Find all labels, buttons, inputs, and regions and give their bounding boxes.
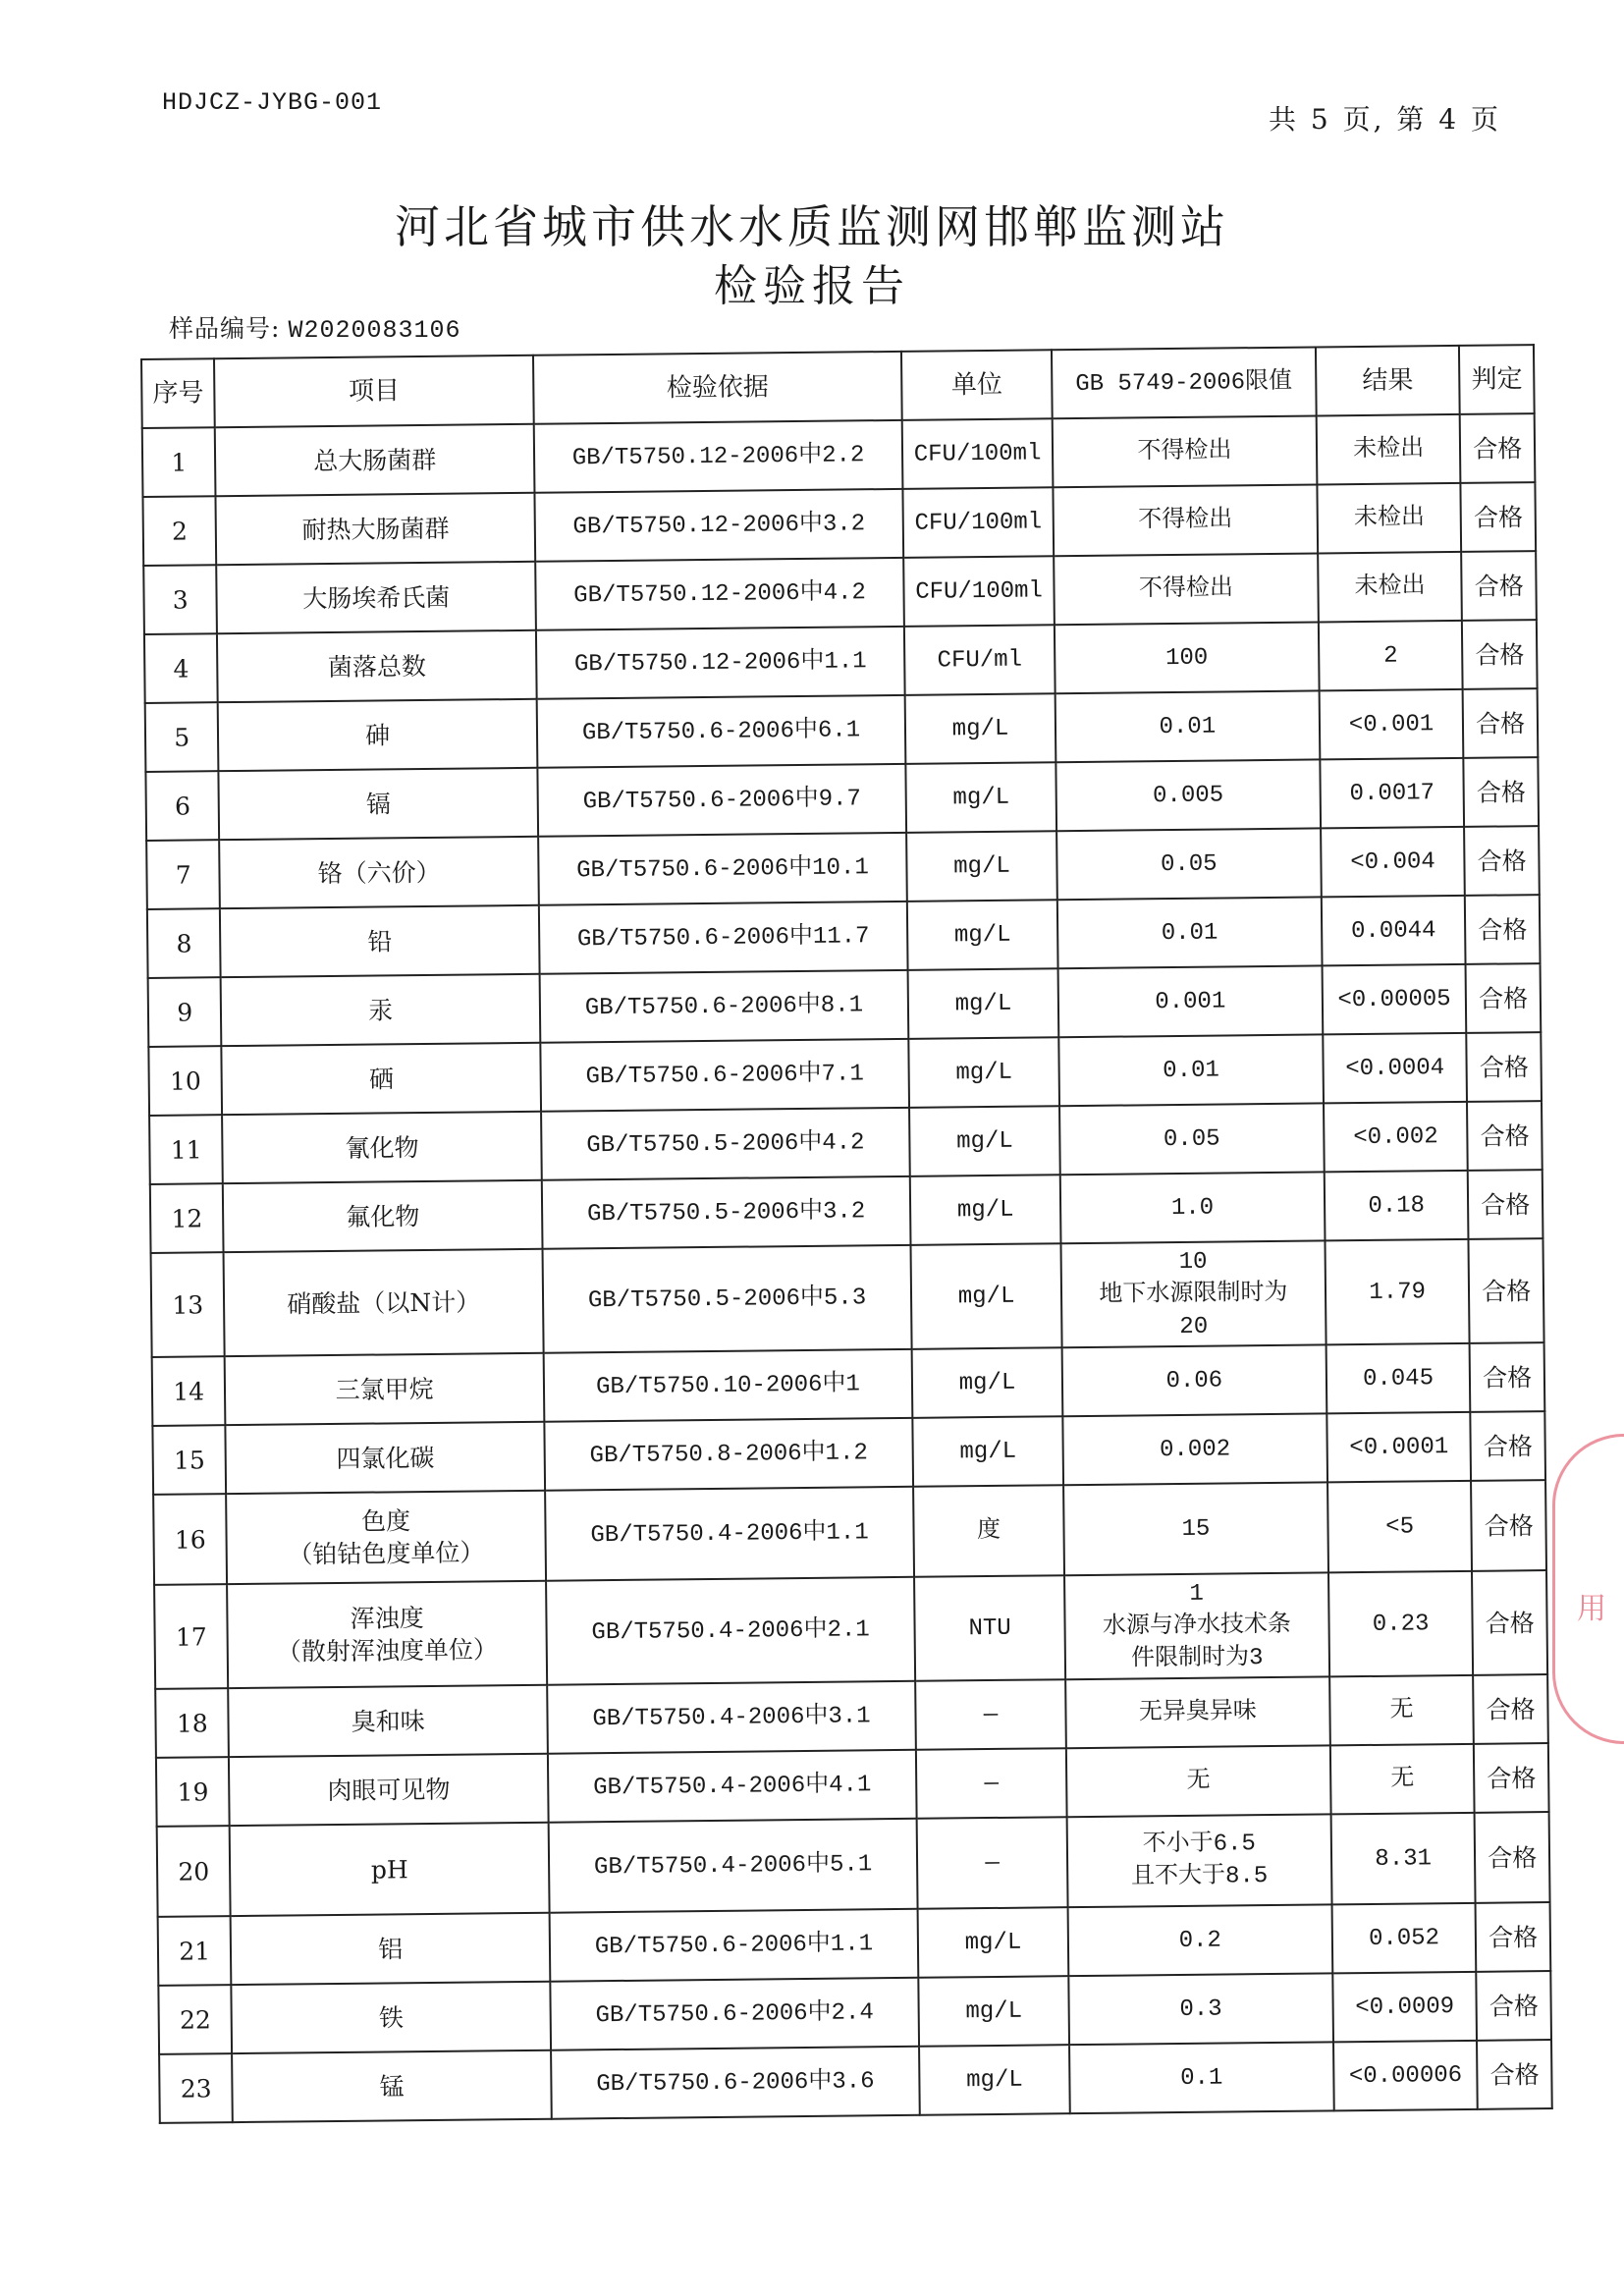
cell-method: GB/T5750.6-2006中8.1 [540,970,909,1043]
cell-unit: CFU/100ml [903,556,1055,627]
cell-unit: mg/L [918,1907,1069,1978]
cell-unit: mg/L [912,1416,1063,1487]
cell-no: 14 [152,1356,226,1426]
cell-verdict: 合格 [1470,1342,1544,1412]
cell-result: <0.0001 [1326,1412,1471,1483]
cell-limit: 0.3 [1068,1973,1332,2045]
cell-verdict: 合格 [1465,895,1540,964]
cell-method: GB/T5750.6-2006中7.1 [540,1039,909,1112]
cell-result: <5 [1327,1481,1473,1573]
cell-result: 0.0044 [1322,896,1466,966]
cell-verdict: 合格 [1472,1570,1547,1675]
cell-unit: mg/L [907,900,1058,970]
cell-limit: 0.01 [1056,690,1320,762]
header-item: 项目 [214,355,533,427]
cell-verdict: 合格 [1465,826,1540,896]
table-row [157,1812,1550,1917]
cell-method: GB/T5750.4-2006中5.1 [549,1819,918,1913]
cell-limit: 不得检出 [1053,415,1317,487]
cell-verdict: 合格 [1461,482,1536,552]
cell-method: GB/T5750.6-2006中3.6 [551,2047,920,2119]
page-indicator: 共 5 页, 第 4 页 [1268,103,1501,136]
cell-result: <0.001 [1319,689,1463,760]
cell-verdict: 合格 [1477,1971,1551,2041]
cell-unit: — [917,1817,1068,1909]
cell-verdict: 合格 [1464,757,1539,827]
cell-item: 菌落总数 [217,630,536,702]
cell-item: pH [230,1823,549,1916]
cell-result: 0.045 [1326,1343,1470,1414]
cell-limit: 0.002 [1062,1413,1326,1485]
cell-limit: 0.01 [1058,1034,1323,1106]
cell-unit: mg/L [908,1037,1059,1108]
cell-no: 22 [158,1985,232,2054]
cell-item: 硝酸盐（以N计） [224,1249,544,1356]
cell-verdict: 合格 [1472,1480,1546,1571]
cell-verdict: 合格 [1463,688,1538,758]
cell-no: 8 [147,908,221,978]
cell-result: 无 [1329,1675,1474,1746]
cell-item: 四氯化碳 [226,1422,545,1494]
cell-result: 未检出 [1317,483,1461,554]
cell-limit: 0.05 [1056,828,1321,900]
cell-no: 20 [157,1826,231,1917]
cell-verdict: 合格 [1460,413,1535,483]
stamp-text: 用 [1577,1592,1606,1626]
cell-item: 臭和味 [229,1685,548,1757]
cell-method: GB/T5750.4-2006中3.1 [547,1681,916,1754]
cell-verdict: 合格 [1467,1032,1542,1102]
cell-method: GB/T5750.6-2006中1.1 [550,1909,919,1982]
cell-no: 11 [149,1115,223,1184]
cell-method: GB/T5750.6-2006中11.7 [539,902,908,974]
cell-no: 2 [142,496,216,566]
cell-no: 7 [146,840,220,909]
cell-method: GB/T5750.4-2006中1.1 [545,1487,914,1581]
cell-verdict: 合格 [1466,963,1541,1033]
cell-result: 0.23 [1328,1571,1474,1677]
sample-number [169,309,460,345]
header-result: 结果 [1316,346,1460,416]
cell-item: 镉 [219,768,538,840]
cell-no: 15 [152,1425,226,1495]
cell-unit: mg/L [912,1347,1063,1418]
cell-result: 未检出 [1318,552,1462,623]
header-no: 序号 [141,358,215,428]
cell-unit: mg/L [918,1976,1069,2047]
cell-method: GB/T5750.12-2006中2.2 [534,420,903,493]
cell-result: 1.79 [1325,1239,1470,1345]
cell-result: <0.0004 [1323,1033,1467,1104]
cell-unit: 度 [913,1485,1064,1577]
table-body [142,413,1552,2123]
cell-result: 0.18 [1324,1171,1468,1241]
cell-result: 8.31 [1330,1813,1476,1905]
cell-no: 17 [154,1584,229,1689]
cell-no: 21 [158,1916,232,1986]
red-seal-stamp [1552,1434,1624,1744]
cell-no: 19 [156,1757,230,1827]
cell-verdict: 合格 [1476,1902,1550,1972]
cell-limit: 无异臭异味 [1065,1676,1329,1748]
cell-no: 6 [145,771,219,841]
document-code: HDJCZ-JYBG-001 [162,88,383,117]
cell-item: 三氯甲烷 [225,1353,544,1425]
cell-item: 锰 [232,2050,551,2122]
cell-verdict: 合格 [1468,1170,1543,1239]
cell-result: <0.00006 [1333,2041,1478,2111]
cell-no: 10 [148,1046,222,1116]
cell-item: 铬（六价） [220,837,539,908]
cell-limit: 10 地下水源限制时为 20 [1061,1240,1326,1347]
cell-verdict: 合格 [1477,2040,1551,2109]
sample-number-label: 样品编号: [169,314,281,343]
cell-method: GB/T5750.6-2006中9.7 [537,764,906,837]
cell-item: 硒 [222,1043,541,1115]
cell-method: GB/T5750.8-2006中1.2 [544,1418,913,1491]
cell-verdict: 合格 [1474,1743,1548,1813]
cell-method: GB/T5750.6-2006中10.1 [538,833,907,905]
cell-no: 13 [151,1252,226,1357]
table-row [159,2040,1552,2123]
cell-limit: 不得检出 [1054,553,1318,625]
cell-no: 5 [145,702,219,772]
cell-method: GB/T5750.10-2006中1 [544,1349,913,1422]
cell-no: 3 [143,565,217,634]
cell-unit: mg/L [919,2045,1070,2115]
cell-limit: 100 [1055,622,1319,693]
cell-verdict: 合格 [1467,1101,1542,1171]
cell-limit: 无 [1066,1745,1330,1817]
cell-limit: 1.0 [1060,1172,1325,1243]
cell-method: GB/T5750.4-2006中4.1 [548,1750,917,1823]
cell-unit: — [916,1748,1067,1819]
cell-limit: 15 [1063,1482,1328,1575]
cell-no: 1 [142,427,216,497]
cell-verdict: 合格 [1462,551,1537,621]
cell-method: GB/T5750.5-2006中3.2 [542,1176,911,1249]
cell-item: 肉眼可见物 [229,1754,548,1826]
cell-result: 0.052 [1331,1903,1476,1974]
cell-result: 无 [1330,1744,1475,1815]
cell-item: 铅 [220,905,539,977]
cell-no: 23 [159,2053,233,2123]
cell-item: 总大肠菌群 [215,424,534,496]
cell-unit: mg/L [908,968,1059,1039]
cell-result: 未检出 [1316,414,1460,485]
table-row [153,1480,1546,1585]
cell-no: 18 [155,1688,229,1758]
cell-result: 0.0017 [1320,758,1464,829]
cell-item: 砷 [218,699,537,771]
cell-unit: mg/L [909,1106,1060,1176]
cell-limit: 0.001 [1058,965,1323,1037]
cell-method: GB/T5750.6-2006中6.1 [537,695,906,768]
cell-limit: 0.01 [1057,897,1322,968]
cell-item: 铁 [232,1982,551,2053]
cell-no: 16 [153,1494,227,1585]
cell-item: 大肠埃希氏菌 [217,562,536,633]
cell-unit: mg/L [906,831,1057,902]
cell-unit: mg/L [905,693,1056,764]
cell-unit: mg/L [905,762,1056,833]
cell-method: GB/T5750.5-2006中5.3 [542,1245,911,1353]
cell-unit: mg/L [910,1175,1061,1245]
cell-limit: 0.05 [1059,1103,1324,1175]
cell-method: GB/T5750.12-2006中4.2 [535,558,904,630]
report-table [140,344,1553,2124]
cell-unit: CFU/ml [904,625,1056,695]
cell-verdict: 合格 [1462,620,1537,689]
cell-method: GB/T5750.5-2006中4.2 [541,1108,910,1180]
sample-number-value: W2020083106 [288,316,461,345]
cell-verdict: 合格 [1475,1812,1549,1903]
cell-no: 9 [148,977,222,1047]
header-verdict: 判定 [1459,345,1534,414]
table-row [154,1570,1547,1689]
cell-verdict: 合格 [1471,1411,1545,1481]
cell-limit: 不得检出 [1053,484,1317,556]
cell-result: <0.002 [1324,1102,1468,1173]
cell-item: 铝 [231,1913,550,1985]
report-title-org: 河北省城市供水水质监测网邯郸监测站 [395,200,1229,253]
cell-result: <0.004 [1321,827,1465,898]
cell-limit: 1 水源与净水技术条 件限制时为3 [1064,1572,1329,1679]
cell-item: 耐热大肠菌群 [216,493,535,565]
cell-unit: CFU/100ml [902,418,1054,489]
cell-verdict: 合格 [1469,1238,1544,1343]
header-unit: 单位 [901,350,1053,420]
header-method: 检验依据 [533,352,902,424]
cell-result: <0.0009 [1332,1972,1477,2043]
cell-unit: — [915,1679,1066,1750]
cell-method: GB/T5750.12-2006中3.2 [534,489,903,562]
cell-limit: 0.1 [1069,2042,1333,2113]
cell-limit: 0.005 [1056,759,1320,831]
cell-unit: mg/L [911,1243,1062,1349]
cell-item: 氰化物 [222,1112,541,1183]
cell-limit: 不小于6.5 且不大于8.5 [1067,1814,1332,1907]
cell-limit: 0.06 [1062,1344,1326,1416]
cell-item: 色度 （铂钴色度单位） [227,1491,546,1584]
cell-method: GB/T5750.12-2006中1.1 [536,627,905,699]
cell-verdict: 合格 [1474,1674,1548,1744]
header-limit: GB 5749-2006限值 [1052,347,1316,418]
cell-method: GB/T5750.6-2006中2.4 [550,1978,919,2050]
cell-result: <0.00005 [1322,964,1466,1035]
report-title: 检验报告 [714,261,910,311]
cell-unit: NTU [914,1575,1065,1681]
cell-result: 2 [1319,621,1463,691]
cell-item: 汞 [221,974,540,1046]
cell-method: GB/T5750.4-2006中2.1 [546,1577,915,1685]
table-row [151,1238,1544,1357]
cell-limit: 0.2 [1068,1904,1332,1976]
cell-unit: CFU/100ml [903,487,1055,558]
cell-no: 12 [150,1183,224,1253]
cell-item: 氟化物 [223,1180,542,1252]
cell-no: 4 [144,633,218,703]
cell-item: 浑浊度 （散射浑浊度单位） [227,1581,547,1688]
